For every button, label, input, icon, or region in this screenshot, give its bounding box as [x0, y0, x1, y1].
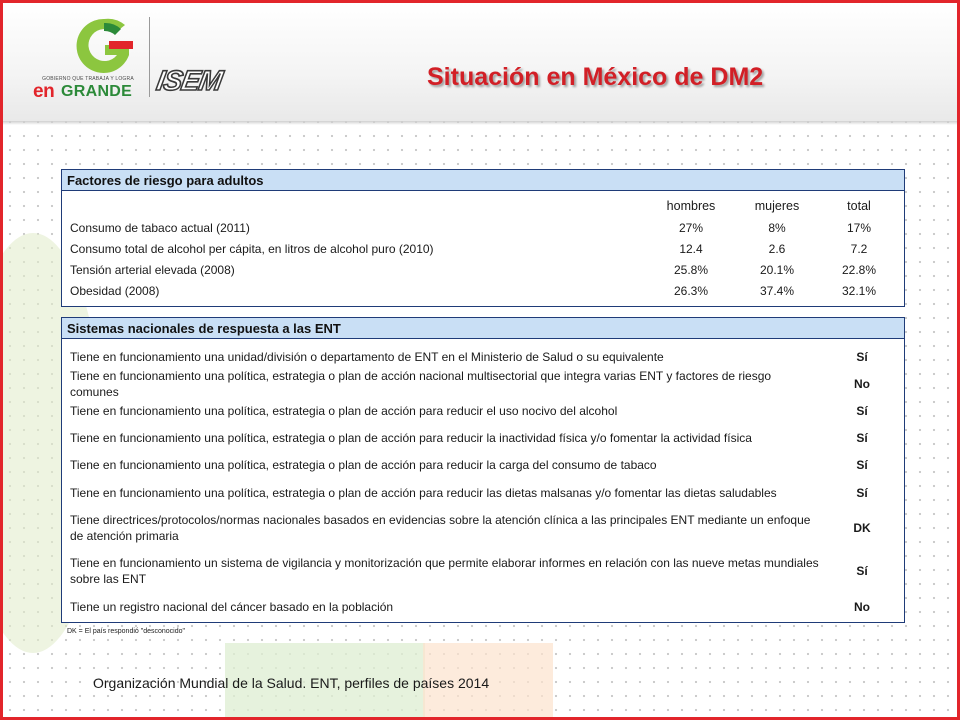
table-row [62, 348, 904, 366]
cell-hombres: 12.4 [679, 241, 703, 256]
logo-tagline: GOBIERNO QUE TRABAJA Y LOGRA [42, 76, 134, 82]
cell-mujeres: 2.6 [768, 241, 786, 256]
logo-brand-en: en [33, 81, 55, 102]
table-row [62, 429, 904, 447]
table-row [62, 554, 904, 588]
logo-divider [149, 17, 150, 97]
footnote: DK = El país respondió "desconocido" [67, 628, 186, 635]
row-label: Tiene en funcionamiento una política, estrategia o plan de acción para reducir el uso nocivo del alcohol [70, 404, 618, 418]
cell-hombres: 27% [678, 220, 704, 235]
cell-total: 7.2 [850, 241, 868, 256]
cell-hombres: 25.8% [673, 262, 709, 277]
table-row [62, 240, 904, 257]
cell-total: 22.8% [841, 262, 877, 277]
g-logo-icon [69, 15, 139, 77]
row-label: Tiene en funcionamiento una política, estrategia o plan de acción para reducir la inactividad física y/o fomentar la actividad física [70, 431, 752, 445]
row-answer: Sí [856, 486, 868, 500]
logo-brand-grande: GRANDE [61, 83, 133, 100]
cell-mujeres: 37.4% [759, 283, 795, 298]
row-label: Consumo de tabaco actual (2011) [70, 220, 250, 235]
column-header-total: total [847, 199, 871, 213]
column-header-hombres: hombres [666, 199, 716, 213]
risk-table-column-headers [62, 198, 904, 214]
cell-mujeres: 8% [768, 220, 786, 235]
table-row [62, 511, 904, 545]
row-answer: No [854, 377, 870, 391]
row-label: Tiene en funcionamiento un sistema de vigilancia y monitorización que permite elaborar informes en relación con las nueve metas mundiales sobre las ENT [70, 556, 819, 586]
row-label: Tiene en funcionamiento una política, estrategia o plan de acción para reducir la carga del consumo de tabaco [70, 458, 657, 472]
table-row [62, 282, 904, 299]
row-label: Tensión arterial elevada (2008) [70, 262, 235, 277]
row-label: Obesidad (2008) [70, 283, 160, 298]
row-answer: Sí [856, 350, 868, 364]
row-label: Tiene directrices/protocolos/normas nacionales basados en evidencias sobre la atención clínica a las principales ENT mediante un enfoque de atención primaria [70, 513, 811, 543]
table-row [62, 456, 904, 474]
cell-hombres: 26.3% [673, 283, 709, 298]
row-answer: No [854, 600, 870, 614]
row-label: Tiene en funcionamiento una política, estrategia o plan de acción nacional multisectorial que integra varias ENT y factores de riesgo comunes [70, 369, 772, 399]
row-answer: Sí [856, 458, 868, 472]
national-systems-table [61, 317, 905, 623]
page-title: Situación en México de DM2 [427, 63, 764, 91]
table-row [62, 402, 904, 420]
row-label: Tiene en funcionamiento una unidad/división o departamento de ENT en el Ministerio de Salud o su equivalente [70, 350, 664, 364]
row-label: Consumo total de alcohol per cápita, en litros de alcohol puro (2010) [70, 241, 434, 256]
isem-logo: ISEM [154, 65, 225, 96]
row-answer: Sí [856, 564, 868, 578]
cell-total: 32.1% [841, 283, 877, 298]
table-row [62, 369, 904, 399]
row-answer: DK [853, 521, 871, 535]
column-header-mujeres: mujeres [754, 199, 800, 213]
table-row [62, 261, 904, 278]
header-band [3, 3, 957, 121]
cell-mujeres: 20.1% [759, 262, 795, 277]
table-row [62, 598, 904, 616]
systems-table-heading: Sistemas nacionales de respuesta a las ENT [62, 318, 904, 339]
source-citation: Organización Mundial de la Salud. ENT, perfiles de países 2014 [93, 675, 490, 691]
risk-table-heading: Factores de riesgo para adultos [62, 170, 904, 191]
header-shadow [3, 121, 957, 125]
risk-factors-table [61, 169, 905, 307]
row-answer: Sí [856, 431, 868, 445]
table-row [62, 484, 904, 502]
cell-total: 17% [846, 220, 872, 235]
row-label: Tiene en funcionamiento una política, estrategia o plan de acción para reducir las dietas malsanas y/o fomentar las dietas saludables [70, 486, 777, 500]
table-row [62, 219, 904, 236]
row-label: Tiene un registro nacional del cáncer basado en la población [70, 600, 394, 614]
row-answer: Sí [856, 404, 868, 418]
